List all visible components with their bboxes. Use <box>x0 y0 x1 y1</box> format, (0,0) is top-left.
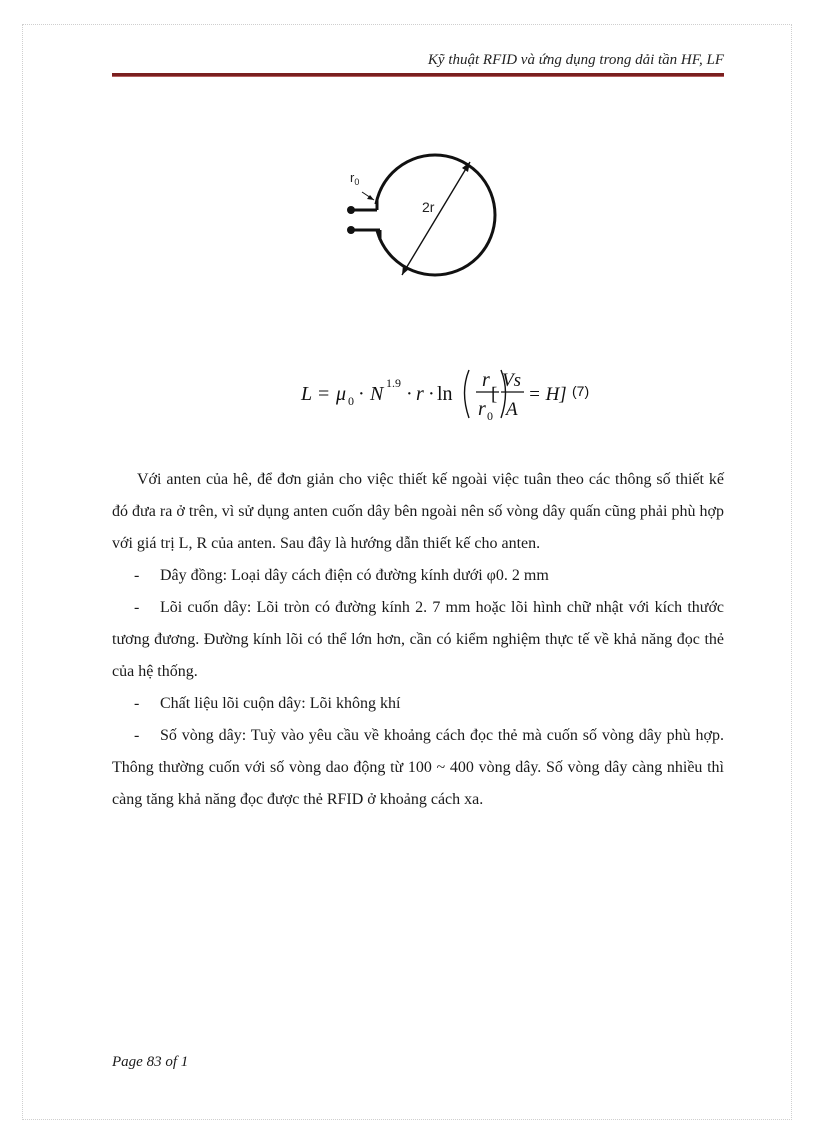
svg-text:L: L <box>301 383 313 405</box>
svg-text:A: A <box>506 399 518 420</box>
bullet-item: - Chất liệu lõi cuộn dây: Lõi không khí <box>134 695 401 712</box>
inductance-formula <box>296 360 606 430</box>
svg-text:1.9: 1.9 <box>386 376 401 390</box>
terminal-top <box>347 206 355 214</box>
bullet-item: - Số vòng dây: Tuỳ vào yêu cầu về khoảng cách đọc thẻ mà cuốn số vòng dây phù hợp. Thông thường cuốn với số vòng dao động từ 100 ~ 400 vòng dây. Số vòng dây càng nhiều thì càng tăng khả năng đọc được thẻ RFID ở khoảng cách xa. <box>112 727 724 808</box>
intro-paragraph: Với anten của hê, để đơn giản cho việc thiết kế ngoài việc tuân theo các thông số thiết kế đó đưa ra ở trên, vì sử dụng anten cuốn dây bên ngoài nên số vòng dây quấn cũng phải phù hợp với giá trị L, R của anten. Sau đây là hướng dẫn thiết kế cho anten. <box>112 471 724 552</box>
body-text <box>112 464 724 816</box>
svg-text:N: N <box>370 383 384 405</box>
svg-text:μ: μ <box>336 383 347 405</box>
page-footer: Page 83 of 1 <box>112 1054 189 1070</box>
svg-text:(7): (7) <box>572 383 590 399</box>
svg-text:Vs: Vs <box>502 370 521 391</box>
svg-text:·: · <box>406 383 413 405</box>
svg-text:0: 0 <box>348 394 354 408</box>
diameter-arrow <box>402 162 470 275</box>
svg-text:r: r <box>416 383 424 405</box>
antenna-loop <box>375 155 495 275</box>
diameter-label: 2r <box>422 199 435 215</box>
loop-antenna-figure <box>340 140 510 300</box>
svg-text:r: r <box>482 369 490 391</box>
svg-text:0: 0 <box>487 409 493 423</box>
r0-label: $r_0$ <box>350 170 360 187</box>
bullet-item: - Lõi cuốn dây: Lõi tròn có đường kính 2. 7 mm hoặc lõi hình chữ nhật với kích thước tương đương. Đường kính lõi có thể lớn hơn, cần có kiểm nghiệm thực tế về khả năng đọc thẻ của hệ thống. <box>112 599 724 680</box>
svg-text:ln: ln <box>437 383 453 405</box>
svg-text:·: · <box>358 383 365 405</box>
svg-text:= H]: = H] <box>528 384 567 405</box>
bullet-item: - Dây đồng: Loại dây cách điện có đường kính dưới φ0. 2 mm <box>134 567 549 584</box>
terminal-bottom <box>347 226 355 234</box>
running-header: Kỹ thuật RFID và ứng dụng trong dải tần HF, LF <box>427 52 724 68</box>
svg-text:[: [ <box>491 384 498 405</box>
svg-text:r: r <box>478 398 486 420</box>
svg-text:=: = <box>318 383 330 405</box>
header-rule <box>112 73 724 77</box>
svg-text:·: · <box>428 383 435 405</box>
